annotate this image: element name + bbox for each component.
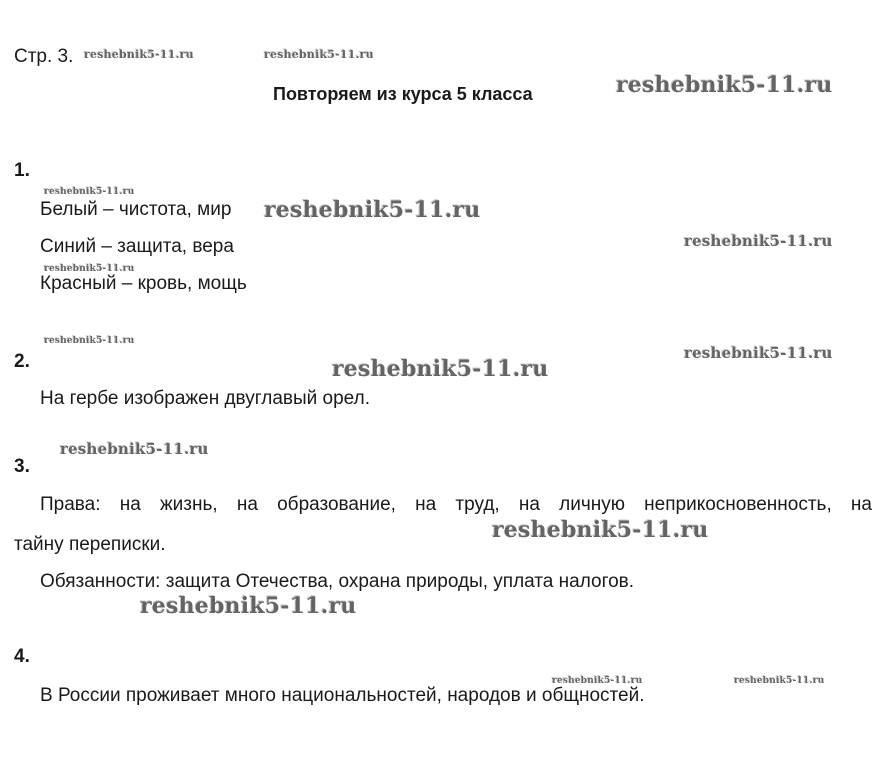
watermark: reshebnik5-11.ru	[684, 232, 833, 250]
task-3-rights-line-2: тайну переписки.	[14, 534, 166, 555]
watermark: reshebnik5-11.ru	[60, 440, 209, 458]
watermark: reshebnik5-11.ru	[332, 356, 549, 382]
watermark: reshebnik5-11.ru	[44, 264, 135, 274]
page-title: Повторяем из курса 5 класса	[273, 84, 533, 104]
task-1-number: 1.	[14, 160, 30, 181]
task-2-line-1: На гербе изображен двуглавый орел.	[40, 388, 370, 409]
watermark: reshebnik5-11.ru	[734, 676, 825, 686]
watermark: reshebnik5-11.ru	[264, 197, 481, 223]
task-4-line-1: В России проживает много национальностей, народов и общностей.	[40, 685, 645, 706]
watermark: reshebnik5-11.ru	[140, 593, 357, 619]
watermark: reshebnik5-11.ru	[264, 48, 374, 61]
watermark: reshebnik5-11.ru	[84, 48, 194, 61]
task-3-number: 3.	[14, 456, 30, 477]
task-4-number: 4.	[14, 646, 30, 667]
watermark: reshebnik5-11.ru	[44, 187, 135, 197]
task-1-line-2: Синий – защита, вера	[40, 236, 234, 257]
task-1-line-3: Красный – кровь, мощь	[40, 273, 247, 294]
task-2-number: 2.	[14, 351, 30, 372]
watermark: reshebnik5-11.ru	[684, 344, 833, 362]
task-3-duties: Обязанности: защита Отечества, охрана природы, уплата налогов.	[40, 571, 635, 592]
watermark: reshebnik5-11.ru	[44, 336, 135, 346]
task-3-rights-line-1: Права: на жизнь, на образование, на труд, на личную неприкосновенность, на	[40, 494, 872, 515]
task-1-line-1: Белый – чистота, мир	[40, 199, 232, 220]
page-number: Стр. 3.	[14, 46, 74, 67]
watermark: reshebnik5-11.ru	[616, 72, 833, 98]
watermark: reshebnik5-11.ru	[492, 517, 709, 543]
watermark: reshebnik5-11.ru	[552, 676, 643, 686]
